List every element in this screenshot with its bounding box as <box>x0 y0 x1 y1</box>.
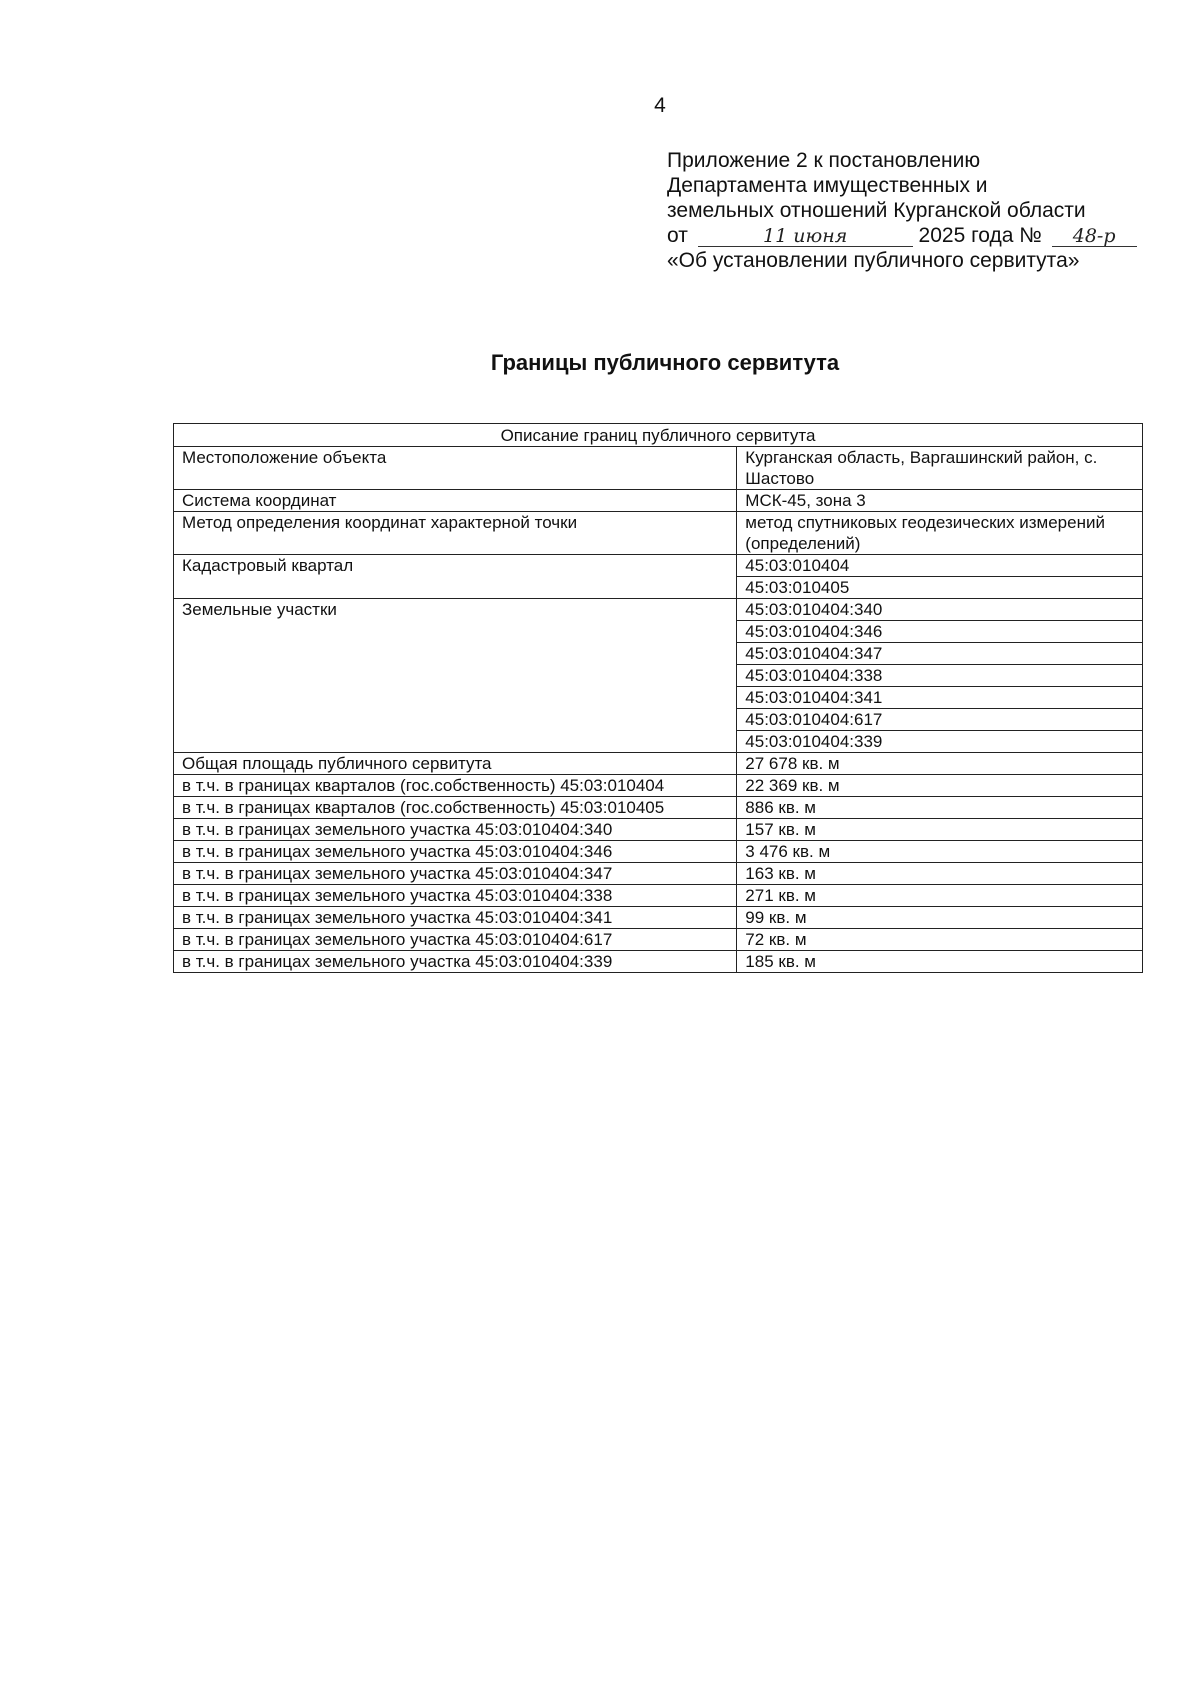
page-number: 4 <box>654 94 666 117</box>
handwritten-number: 48-р <box>1052 226 1137 247</box>
table-header: Описание границ публичного сервитута <box>174 424 1143 447</box>
appendix-line-2: Департамента имущественных и <box>667 174 988 197</box>
plot-value: 45:03:010404:340 <box>737 599 1143 621</box>
table-row <box>174 951 1143 973</box>
plot-value: 45:03:010404:617 <box>737 709 1143 731</box>
appendix-line-1: Приложение 2 к постановлению <box>667 149 981 172</box>
table-row <box>174 907 1143 929</box>
table-header-row <box>174 424 1143 447</box>
appendix-line-5: «Об установлении публичного сервитута» <box>667 249 1080 272</box>
handwritten-date: 11 июня <box>698 226 913 247</box>
area-label: Общая площадь публичного сервитута <box>174 753 737 775</box>
area-value: 163 кв. м <box>737 863 1143 885</box>
area-value: 157 кв. м <box>737 819 1143 841</box>
area-label: в т.ч. в границах земельного участка 45:03:010404:341 <box>174 907 737 929</box>
plot-value: 45:03:010404:338 <box>737 665 1143 687</box>
area-label: в т.ч. в границах кварталов (гос.собственность) 45:03:010405 <box>174 797 737 819</box>
year-text: 2025 года № <box>918 224 1042 247</box>
boundary-table <box>173 423 1143 973</box>
area-value: 3 476 кв. м <box>737 841 1143 863</box>
plot-value: 45:03:010404:347 <box>737 643 1143 665</box>
appendix-date-line <box>667 223 1167 248</box>
area-value: 271 кв. м <box>737 885 1143 907</box>
table-row <box>174 512 1143 555</box>
appendix-line-3: земельных отношений Курганской области <box>667 199 1086 222</box>
area-value: 886 кв. м <box>737 797 1143 819</box>
area-label: в т.ч. в границах земельного участка 45:03:010404:346 <box>174 841 737 863</box>
appendix-block <box>667 148 1167 273</box>
table-row <box>174 599 1143 621</box>
location-label: Местоположение объекта <box>174 447 737 490</box>
area-label: в т.ч. в границах земельного участка 45:03:010404:338 <box>174 885 737 907</box>
area-value: 185 кв. м <box>737 951 1143 973</box>
table-row <box>174 555 1143 577</box>
coord-system-value: МСК-45, зона 3 <box>737 490 1143 512</box>
method-label: Метод определения координат характерной точки <box>174 512 737 555</box>
cadastral-value: 45:03:010405 <box>737 577 1143 599</box>
table-row <box>174 797 1143 819</box>
cadastral-label: Кадастровый квартал <box>174 555 737 599</box>
table-row <box>174 753 1143 775</box>
area-label: в т.ч. в границах земельного участка 45:03:010404:340 <box>174 819 737 841</box>
table-row <box>174 885 1143 907</box>
date-prefix: от <box>667 224 688 247</box>
table-row <box>174 863 1143 885</box>
method-value: метод спутниковых геодезических измерений (определений) <box>737 512 1143 555</box>
table-row <box>174 841 1143 863</box>
plot-value: 45:03:010404:346 <box>737 621 1143 643</box>
area-label: в т.ч. в границах земельного участка 45:03:010404:339 <box>174 951 737 973</box>
document-title: Границы публичного сервитута <box>490 350 840 375</box>
table-row <box>174 929 1143 951</box>
area-label: в т.ч. в границах земельного участка 45:03:010404:347 <box>174 863 737 885</box>
area-value: 99 кв. м <box>737 907 1143 929</box>
area-value: 72 кв. м <box>737 929 1143 951</box>
table-row <box>174 447 1143 490</box>
cadastral-value: 45:03:010404 <box>737 555 1143 577</box>
coord-system-label: Система координат <box>174 490 737 512</box>
plots-label: Земельные участки <box>174 599 737 753</box>
plot-value: 45:03:010404:339 <box>737 731 1143 753</box>
area-value: 27 678 кв. м <box>737 753 1143 775</box>
location-value: Курганская область, Варгашинский район, с. Шастово <box>737 447 1143 490</box>
table-row <box>174 490 1143 512</box>
area-value: 22 369 кв. м <box>737 775 1143 797</box>
plot-value: 45:03:010404:341 <box>737 687 1143 709</box>
area-label: в т.ч. в границах кварталов (гос.собственность) 45:03:010404 <box>174 775 737 797</box>
table-row <box>174 819 1143 841</box>
area-label: в т.ч. в границах земельного участка 45:03:010404:617 <box>174 929 737 951</box>
table-row <box>174 775 1143 797</box>
